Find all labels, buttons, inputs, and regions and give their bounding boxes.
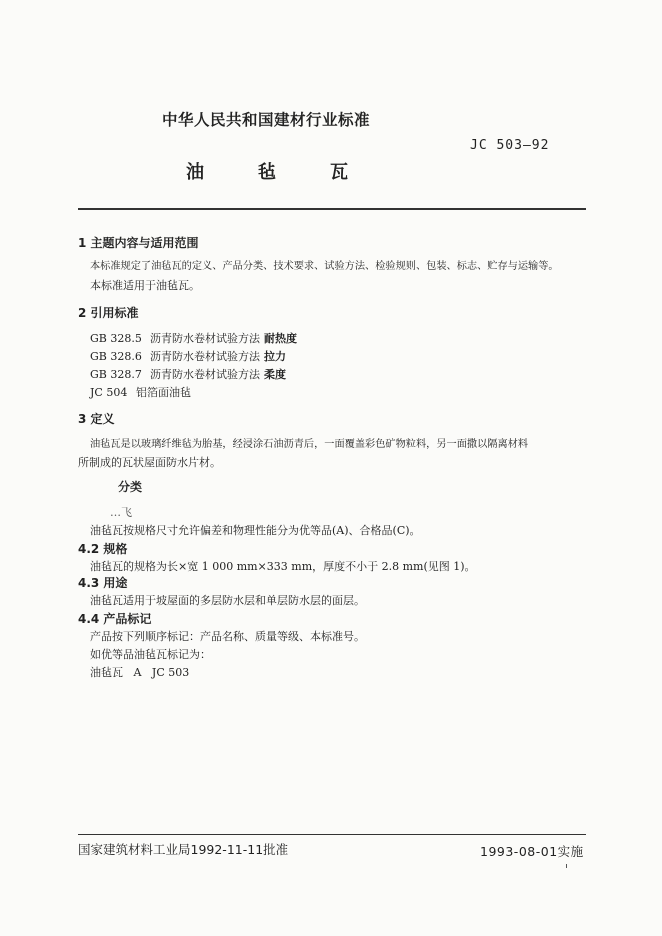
section-3-heading: 3 定义: [78, 412, 115, 426]
section-4-1-mark: …飞: [110, 506, 132, 519]
doc-title-char-3: 瓦: [330, 162, 348, 183]
reference-name: 沥青防水卷材试验方法: [150, 350, 260, 363]
reference-row: [90, 330, 297, 346]
reference-code: GB 328.5: [90, 332, 142, 345]
issuing-body-title: 中华人民共和国建材行业标准: [162, 111, 371, 129]
doc-title-char-1: 油: [186, 162, 204, 183]
section-4-1-text: 油毡瓦按规格尺寸允许偏差和物理性能分为优等品(A)、合格品(C)。: [90, 524, 421, 537]
reference-code: GB 328.7: [90, 368, 142, 381]
scan-speck: [566, 864, 567, 868]
section-4-2-heading: 4.2 规格: [78, 542, 128, 556]
section-1-para-1: 本标准规定了油毡瓦的定义、产品分类、技术要求、试验方法、检验规则、包装、标志、贮存与运输等。: [90, 261, 559, 272]
section-4-4-text-2: 如优等品油毡瓦标记为：: [90, 648, 211, 661]
implementation-date: 1993-08-01实施: [480, 844, 584, 859]
section-4-4-example: 油毡瓦 A JC 503: [90, 666, 190, 679]
section-1-para-2: 本标准适用于油毡瓦。: [90, 279, 200, 292]
section-4-3-heading: 4.3 用途: [78, 576, 128, 590]
reference-name: 沥青防水卷材试验方法: [150, 332, 260, 345]
reference-code: GB 328.6: [90, 350, 142, 363]
reference-item: 耐热度: [264, 332, 297, 345]
section-3-para-line-2: 所制成的瓦状屋面防水片材。: [78, 456, 221, 469]
reference-code: JC 504: [90, 386, 128, 399]
section-4-heading: 分类: [118, 480, 143, 494]
section-2-heading: 2 引用标准: [78, 306, 139, 320]
reference-item: 柔度: [264, 368, 286, 381]
footer-rule: [78, 834, 586, 835]
doc-title-char-2: 毡: [258, 162, 276, 183]
approval-line: 国家建筑材料工业局1992-11-11批准: [78, 842, 289, 857]
reference-item: 拉力: [264, 350, 286, 363]
section-3-para-line-1: 油毡瓦是以玻璃纤维毡为胎基，经浸涂石油沥青后，一面覆盖彩色矿物粒料，另一面撒以隔离材料: [90, 439, 529, 450]
section-4-3-text: 油毡瓦适用于坡屋面的多层防水层和单层防水层的面层。: [90, 594, 365, 607]
reference-row: [90, 366, 286, 382]
section-4-4-heading: 4.4 产品标记: [78, 612, 152, 626]
section-4-2-text: 油毡瓦的规格为长×宽 1 000 mm×333 mm，厚度不小于 2.8 mm(见图 1)。: [90, 560, 476, 573]
standard-code: JC 503—92: [470, 138, 550, 153]
reference-name: 铝箔面油毡: [136, 386, 191, 399]
reference-row: [90, 348, 286, 364]
header-rule: [78, 208, 586, 210]
reference-name: 沥青防水卷材试验方法: [150, 368, 260, 381]
section-4-4-text-1: 产品按下列顺序标记：产品名称、质量等级、本标准号。: [90, 630, 365, 643]
section-1-heading: 1 主题内容与适用范围: [78, 236, 199, 250]
reference-row: [90, 384, 191, 400]
